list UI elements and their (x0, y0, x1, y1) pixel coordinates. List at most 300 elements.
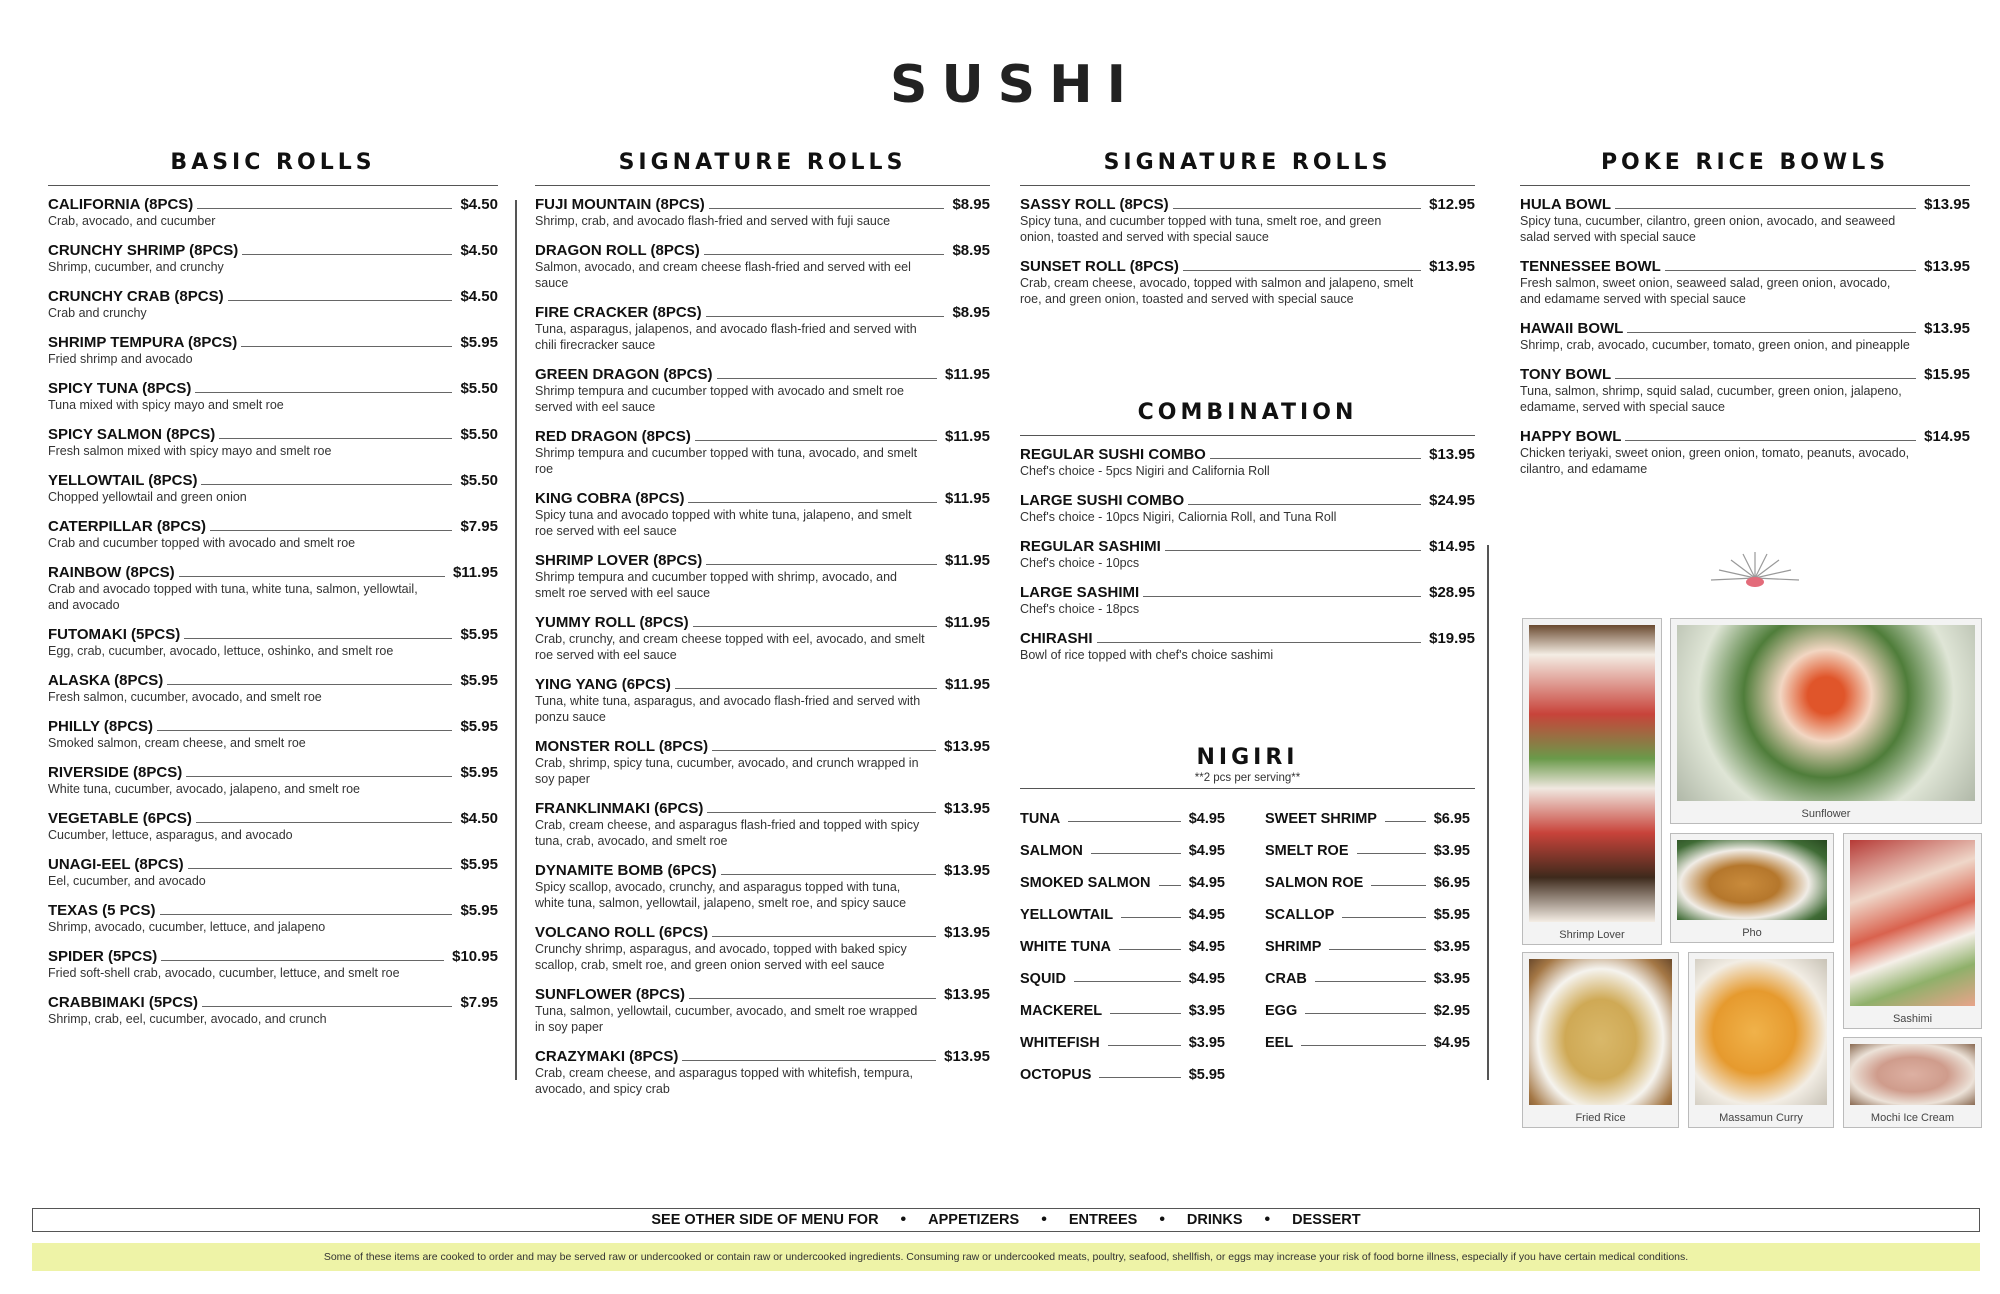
menu-item-name: SPIDER (5PCS) (48, 948, 158, 965)
menu-item-price: $4.50 (460, 242, 498, 259)
signature-rolls-2-list (1020, 196, 1475, 307)
separator: • (1159, 1211, 1165, 1228)
menu-item-name: YING YANG (6PCS) (535, 676, 671, 693)
menu-item-price: $5.95 (460, 902, 498, 919)
menu-item (1520, 428, 1970, 477)
menu-item-price: $5.50 (460, 426, 498, 443)
menu-item-leader (195, 392, 452, 393)
menu-item-header (535, 304, 990, 321)
menu-item-leader (721, 874, 936, 875)
menu-item-price: $13.95 (1924, 320, 1970, 337)
menu-item-leader (1173, 208, 1421, 209)
nigiri-item (1020, 891, 1225, 923)
photo-sunflower (1670, 618, 1982, 824)
menu-item (48, 718, 498, 751)
menu-item-price: $13.95 (944, 924, 990, 941)
menu-item-description: Shrimp tempura and cucumber topped with tuna, avocado, and smelt roe (535, 446, 918, 476)
menu-item-name: YELLOWTAIL (8PCS) (48, 472, 198, 489)
menu-item-name: UNAGI-EEL (8PCS) (48, 856, 184, 873)
menu-item-header (535, 676, 990, 693)
menu-item-name: MONSTER ROLL (8PCS) (535, 738, 709, 755)
fried-rice-caption: Fried Rice (1575, 1112, 1626, 1124)
nigiri-item-name: SALMON (1020, 843, 1083, 859)
sashimi-image (1850, 840, 1975, 1006)
nigiri-item-leader (1074, 981, 1181, 982)
shrimp-lover-caption: Shrimp Lover (1559, 929, 1625, 941)
menu-item-leader (242, 254, 452, 255)
nigiri-item-name: SWEET SHRIMP (1265, 811, 1377, 827)
menu-item-description: Shrimp, crab, and avocado flash-fried and served with fuji sauce (535, 214, 891, 228)
nav-drinks: DRINKS (1186, 1212, 1243, 1228)
page-title: SUSHI (890, 55, 1140, 115)
menu-item-header (535, 552, 990, 569)
menu-item-price: $5.95 (460, 718, 498, 735)
nigiri-item-price: $5.95 (1188, 1067, 1225, 1083)
menu-item-leader (210, 530, 452, 531)
menu-item-price: $4.50 (460, 196, 498, 213)
menu-item (535, 242, 990, 291)
photo-fried-rice (1522, 952, 1679, 1128)
nav-entrees: ENTREES (1068, 1212, 1138, 1228)
nigiri-item-leader (1159, 885, 1181, 886)
menu-item-description: White tuna, cucumber, avocado, jalapeno, and smelt roe (48, 782, 360, 796)
nigiri-item-leader (1108, 1045, 1181, 1046)
menu-item-description: Tuna, white tuna, asparagus, and avocado flash-fried and served with ponzu sauce (535, 694, 921, 724)
other-side-nav (32, 1208, 1980, 1232)
nigiri-item-leader (1371, 885, 1425, 886)
menu-item-description: Crunchy shrimp, asparagus, and avocado, topped with baked spicy scallop, crab, smelt roe, and green onion served with eel sauce (535, 942, 907, 972)
menu-item-header (1520, 258, 1970, 275)
menu-item-name: CRUNCHY CRAB (8PCS) (48, 288, 224, 305)
menu-item (535, 490, 990, 539)
menu-item-description: Spicy tuna, and cucumber topped with tuna, smelt roe, and green onion, toasted and served with special sauce (1020, 214, 1382, 244)
nigiri-item (1020, 827, 1225, 859)
nigiri-item (1265, 987, 1470, 1019)
nigiri-item (1020, 987, 1225, 1019)
menu-item-header (48, 564, 498, 581)
menu-item-price: $5.95 (460, 764, 498, 781)
menu-item (48, 288, 498, 321)
menu-item-name: CALIFORNIA (8PCS) (48, 196, 194, 213)
nigiri-right-list (1265, 795, 1470, 1083)
menu-item-header (48, 810, 498, 827)
menu-item-description: Crab, cream cheese, and asparagus flash-fried and topped with spicy tuna, crab, avocado, and smelt roe (535, 818, 920, 848)
nigiri-item-name: CRAB (1265, 971, 1307, 987)
photo-mochi (1843, 1037, 1982, 1128)
menu-item-price: $28.95 (1429, 584, 1475, 601)
menu-item-name: CHIRASHI (1020, 630, 1093, 647)
poke-heading: POKE RICE BOWLS (1520, 150, 1970, 186)
menu-item-price: $5.95 (460, 626, 498, 643)
other-side-label: SEE OTHER SIDE OF MENU FOR (651, 1212, 879, 1228)
shrimp-lover-image (1529, 625, 1655, 922)
menu-item-name: TENNESSEE BOWL (1520, 258, 1661, 275)
menu-item-name: TONY BOWL (1520, 366, 1612, 383)
menu-item-header (48, 718, 498, 735)
nigiri-item (1020, 1051, 1225, 1083)
menu-item (535, 738, 990, 787)
menu-item-name: LARGE SUSHI COMBO (1020, 492, 1185, 509)
separator: • (1264, 1211, 1271, 1228)
menu-item-name: KING COBRA (8PCS) (535, 490, 685, 507)
menu-item-price: $13.95 (944, 738, 990, 755)
menu-item-leader (712, 936, 936, 937)
menu-item (48, 196, 498, 229)
menu-item-name: GREEN DRAGON (8PCS) (535, 366, 713, 383)
menu-item-price: $13.95 (944, 986, 990, 1003)
menu-item-description: Crab, cream cheese, avocado, topped with salmon and jalapeno, smelt roe, and green onion, toasted and served with special sauce (1020, 276, 1414, 306)
menu-item-price: $19.95 (1429, 630, 1475, 647)
poke-section (1520, 150, 1970, 490)
menu-item (535, 800, 990, 849)
nigiri-item-leader (1301, 1045, 1426, 1046)
menu-item-leader (709, 208, 945, 209)
menu-item-price: $13.95 (1429, 258, 1475, 275)
nigiri-item-leader (1315, 981, 1426, 982)
photo-massamun-curry (1688, 952, 1834, 1128)
menu-item-price: $5.95 (460, 334, 498, 351)
menu-item (48, 994, 498, 1027)
nigiri-item-name: WHITEFISH (1020, 1035, 1100, 1051)
menu-item-leader (161, 960, 444, 961)
menu-item-leader (1183, 270, 1421, 271)
menu-item-description: Cucumber, lettuce, asparagus, and avocado (48, 828, 293, 842)
basic-rolls-heading: BASIC ROLLS (48, 150, 498, 186)
menu-item-header (1020, 492, 1475, 509)
menu-item-description: Crab, crunchy, and cream cheese topped with eel, avocado, and smelt roe served with eel sauce (535, 632, 925, 662)
menu-item-header (48, 242, 498, 259)
menu-item-price: $24.95 (1429, 492, 1475, 509)
menu-item-header (535, 614, 990, 631)
menu-item-description: Spicy tuna, cucumber, cilantro, green onion, avocado, and seaweed salad served with special sauce (1520, 214, 1896, 244)
menu-item-header (535, 490, 990, 507)
menu-item-description: Chef's choice - 10pcs (1020, 556, 1140, 570)
menu-item-price: $13.95 (944, 862, 990, 879)
menu-item-description: Chicken teriyaki, sweet onion, green onion, tomato, peanuts, avocado, cilantro, and edamame (1520, 446, 1910, 476)
nigiri-item-price: $3.95 (1433, 939, 1470, 955)
photo-sashimi (1843, 833, 1982, 1029)
menu-item (535, 196, 990, 229)
food-safety-disclaimer: Some of these items are cooked to order and may be served raw or undercooked or contain raw or undercooked ingredients. Consuming raw or undercooked meats, poultry, seafood, shellfish, or eggs may increase your risk of food borne illness, especially if you have certain medical conditions. (32, 1243, 1980, 1271)
menu-item-header (1520, 320, 1970, 337)
menu-item-name: SHRIMP TEMPURA (8PCS) (48, 334, 238, 351)
nigiri-item-leader (1385, 821, 1426, 822)
nigiri-item-price: $4.95 (1433, 1035, 1470, 1051)
menu-item-price: $13.95 (1924, 258, 1970, 275)
menu-item-leader (693, 626, 937, 627)
menu-item (535, 676, 990, 725)
menu-item (48, 764, 498, 797)
nigiri-item (1020, 1019, 1225, 1051)
nigiri-item (1265, 955, 1470, 987)
mochi-image (1850, 1044, 1975, 1105)
menu-item-header (48, 948, 498, 965)
menu-item-header (535, 428, 990, 445)
menu-item-name: HAPPY BOWL (1520, 428, 1622, 445)
menu-item (535, 924, 990, 973)
nigiri-heading: NIGIRI (1196, 745, 1299, 770)
menu-item-leader (689, 998, 936, 999)
photo-pho (1670, 833, 1834, 943)
menu-item-header (1520, 196, 1970, 213)
menu-item-leader (717, 378, 937, 379)
menu-item-header (1520, 366, 1970, 383)
menu-item-price: $11.95 (944, 366, 990, 383)
menu-item-description: Shrimp, avocado, cucumber, lettuce, and jalapeno (48, 920, 326, 934)
basic-rolls-list (48, 196, 498, 1027)
nigiri-item-leader (1091, 853, 1181, 854)
menu-item-leader (202, 1006, 452, 1007)
nigiri-item-price: $4.95 (1188, 843, 1225, 859)
combination-section (1020, 400, 1475, 676)
massamun-curry-caption: Massamun Curry (1719, 1112, 1803, 1124)
sunburst-logo-icon (1705, 548, 1805, 598)
signature-rolls-section (535, 150, 990, 1110)
menu-item-name: CATERPILLAR (8PCS) (48, 518, 207, 535)
nigiri-item (1265, 1019, 1470, 1051)
nigiri-item-name: TUNA (1020, 811, 1061, 827)
menu-item-leader (695, 440, 937, 441)
menu-item-leader (1627, 332, 1916, 333)
menu-item-leader (1097, 642, 1422, 643)
separator: • (1041, 1211, 1047, 1228)
menu-item-description: Bowl of rice topped with chef's choice sashimi (1020, 648, 1274, 662)
menu-item (48, 856, 498, 889)
nigiri-item-leader (1305, 1013, 1425, 1014)
menu-item-leader (704, 254, 945, 255)
menu-item-name: RIVERSIDE (8PCS) (48, 764, 183, 781)
menu-item-header (48, 426, 498, 443)
menu-item-name: FRANKLINMAKI (6PCS) (535, 800, 704, 817)
menu-item (48, 380, 498, 413)
menu-item-description: Tuna, salmon, shrimp, squid salad, cucumber, green onion, jalapeno, edamame, served with special sauce (1520, 384, 1902, 414)
menu-item-price: $5.50 (460, 472, 498, 489)
menu-item-description: Crab and avocado topped with tuna, white tuna, salmon, yellowtail, and avocado (48, 582, 418, 612)
menu-item-price: $8.95 (952, 304, 990, 321)
nigiri-item-price: $5.95 (1433, 907, 1470, 923)
menu-item-header (48, 196, 498, 213)
menu-item-leader (219, 438, 452, 439)
menu-item (535, 428, 990, 477)
menu-item (535, 552, 990, 601)
menu-item-header (48, 626, 498, 643)
menu-item-name: REGULAR SASHIMI (1020, 538, 1161, 555)
menu-item (48, 902, 498, 935)
nigiri-item (1020, 955, 1225, 987)
nigiri-section (1020, 745, 1475, 1083)
menu-item-header (1020, 630, 1475, 647)
menu-item (535, 862, 990, 911)
menu-item-header (48, 380, 498, 397)
separator: • (900, 1211, 907, 1228)
menu-item (48, 810, 498, 843)
menu-item-name: FIRE CRACKER (8PCS) (535, 304, 702, 321)
menu-item-name: YUMMY ROLL (8PCS) (535, 614, 689, 631)
menu-item-name: HULA BOWL (1520, 196, 1612, 213)
menu-item-price: $15.95 (1924, 366, 1970, 383)
menu-item-header (48, 518, 498, 535)
menu-item-name: DRAGON ROLL (8PCS) (535, 242, 700, 259)
menu-item (535, 304, 990, 353)
menu-item (1520, 366, 1970, 415)
menu-item-description: Tuna mixed with spicy mayo and smelt roe (48, 398, 284, 412)
menu-item-description: Egg, crab, cucumber, avocado, lettuce, oshinko, and smelt roe (48, 644, 394, 658)
menu-item-description: Crab and cucumber topped with avocado and smelt roe (48, 536, 356, 550)
poke-list (1520, 196, 1970, 477)
menu-item-description: Shrimp, cucumber, and crunchy (48, 260, 224, 274)
menu-item-price: $11.95 (944, 614, 990, 631)
nigiri-item (1020, 795, 1225, 827)
menu-item-name: CRUNCHY SHRIMP (8PCS) (48, 242, 239, 259)
menu-item-description: Fresh salmon, cucumber, avocado, and smelt roe (48, 690, 322, 704)
nigiri-item-leader (1342, 917, 1425, 918)
menu-item (48, 426, 498, 459)
nigiri-item-name: SQUID (1020, 971, 1066, 987)
menu-item-leader (179, 576, 445, 577)
menu-item (535, 366, 990, 415)
menu-item-name: FUJI MOUNTAIN (8PCS) (535, 196, 705, 213)
menu-item-name: HAWAII BOWL (1520, 320, 1624, 337)
nigiri-item-name: SMELT ROE (1265, 843, 1349, 859)
nigiri-item-price: $6.95 (1433, 875, 1470, 891)
nigiri-item (1265, 891, 1470, 923)
nigiri-item-price: $3.95 (1188, 1035, 1225, 1051)
menu-item (1520, 196, 1970, 245)
menu-item (1520, 258, 1970, 307)
menu-item-header (535, 800, 990, 817)
menu-item-price: $5.95 (460, 672, 498, 689)
menu-item-header (1520, 428, 1970, 445)
nigiri-item-leader (1119, 949, 1181, 950)
menu-item-header (1020, 538, 1475, 555)
menu-item (1020, 630, 1475, 663)
menu-item-price: $10.95 (452, 948, 498, 965)
nigiri-grid (1020, 795, 1475, 1083)
menu-item-leader (675, 688, 937, 689)
menu-item-name: REGULAR SUSHI COMBO (1020, 446, 1206, 463)
menu-item-price: $14.95 (1429, 538, 1475, 555)
nigiri-item-leader (1110, 1013, 1181, 1014)
menu-item-leader (706, 564, 937, 565)
massamun-curry-image (1695, 959, 1827, 1105)
signature-rolls-list (535, 196, 990, 1097)
menu-item-price: $8.95 (952, 196, 990, 213)
nigiri-item-price: $3.95 (1433, 843, 1470, 859)
menu-item-leader (1665, 270, 1916, 271)
menu-item-leader (707, 812, 936, 813)
mochi-caption: Mochi Ice Cream (1870, 1112, 1955, 1124)
column-divider (515, 200, 517, 1080)
signature-rolls-heading: SIGNATURE ROLLS (535, 150, 990, 186)
menu-item-name: RAINBOW (8PCS) (48, 564, 175, 581)
menu-item-price: $4.50 (460, 288, 498, 305)
menu-item-leader (1143, 596, 1421, 597)
pho-image (1677, 840, 1827, 920)
menu-item-price: $14.95 (1924, 428, 1970, 445)
nigiri-item-name: SCALLOP (1265, 907, 1335, 923)
menu-item-description: Shrimp tempura and cucumber topped with avocado and smelt roe served with eel sauce (535, 384, 904, 414)
menu-item-name: SUNFLOWER (8PCS) (535, 986, 685, 1003)
menu-item-header (48, 472, 498, 489)
menu-item-name: DYNAMITE BOMB (6PCS) (535, 862, 717, 879)
menu-item-leader (157, 730, 452, 731)
nigiri-item-price: $6.95 (1433, 811, 1470, 827)
menu-item (48, 626, 498, 659)
photo-shrimp-lover (1522, 618, 1662, 945)
menu-item-name: SPICY SALMON (8PCS) (48, 426, 216, 443)
menu-item-description: Fresh salmon, sweet onion, seaweed salad, green onion, avocado, and edamame served with special sauce (1520, 276, 1891, 306)
menu-item-price: $5.50 (460, 380, 498, 397)
menu-item-name: SASSY ROLL (8PCS) (1020, 196, 1169, 213)
menu-item-name: CRABBIMAKI (5PCS) (48, 994, 198, 1011)
menu-item (535, 1048, 990, 1097)
menu-item-description: Fried shrimp and avocado (48, 352, 193, 366)
menu-item-price: $11.95 (944, 490, 990, 507)
menu-item-name: CRAZYMAKI (8PCS) (535, 1048, 679, 1065)
nigiri-item-price: $3.95 (1433, 971, 1470, 987)
menu-item-leader (188, 868, 453, 869)
nigiri-item (1265, 859, 1470, 891)
nigiri-item-name: SHRIMP (1265, 939, 1322, 955)
nigiri-item-price: $2.95 (1433, 1003, 1470, 1019)
menu-item-name: ALASKA (8PCS) (48, 672, 164, 689)
nigiri-item-leader (1099, 1077, 1180, 1078)
menu-item (1020, 196, 1475, 245)
nigiri-item-leader (1121, 917, 1181, 918)
menu-item-description: Tuna, salmon, yellowtail, cucumber, avocado, and smelt roe wrapped in soy paper (535, 1004, 918, 1034)
nigiri-rule (1020, 788, 1475, 789)
menu-item-price: $11.95 (944, 676, 990, 693)
menu-item-description: Spicy scallop, avocado, crunchy, and asparagus topped with tuna, white tuna, salmon, yellowtail, jalapeno, smelt roe, and spicy sauce (535, 880, 907, 910)
column-divider (1487, 545, 1489, 1080)
menu-item-leader (1210, 458, 1421, 459)
menu-item-price: $11.95 (452, 564, 498, 581)
menu-item-description: Eel, cucumber, and avocado (48, 874, 206, 888)
menu-item-leader (241, 346, 452, 347)
nigiri-item (1265, 923, 1470, 955)
menu-item (1020, 538, 1475, 571)
nigiri-item (1265, 795, 1470, 827)
menu-item-leader (706, 316, 945, 317)
menu-item-description: Chef's choice - 18pcs (1020, 602, 1140, 616)
menu-item-leader (160, 914, 453, 915)
menu-item-header (48, 334, 498, 351)
menu-item-header (1020, 258, 1475, 275)
menu-item-header (535, 366, 990, 383)
menu-item-header (535, 924, 990, 941)
menu-item-name: PHILLY (8PCS) (48, 718, 154, 735)
menu-item (1020, 258, 1475, 307)
nigiri-item-price: $4.95 (1188, 907, 1225, 923)
menu-item-leader (167, 684, 452, 685)
menu-item-description: Chef's choice - 10pcs Nigiri, Caliornia Roll, and Tuna Roll (1020, 510, 1337, 524)
menu-item-description: Fresh salmon mixed with spicy mayo and smelt roe (48, 444, 332, 458)
menu-item-price: $11.95 (944, 552, 990, 569)
sashimi-caption: Sashimi (1892, 1013, 1933, 1025)
menu-item-description: Shrimp, crab, avocado, cucumber, tomato, green onion, and pineapple (1520, 338, 1910, 352)
menu-item-header (535, 242, 990, 259)
nigiri-item-name: SMOKED SALMON (1020, 875, 1151, 891)
menu-item-header (1020, 196, 1475, 213)
menu-item-header (1020, 446, 1475, 463)
menu-item-header (48, 764, 498, 781)
menu-item (535, 986, 990, 1035)
menu-item-header (535, 862, 990, 879)
signature-rolls-2-heading: SIGNATURE ROLLS (1020, 150, 1475, 186)
nigiri-item-leader (1357, 853, 1426, 854)
nigiri-item-price: $3.95 (1188, 1003, 1225, 1019)
menu-item-price: $13.95 (944, 800, 990, 817)
